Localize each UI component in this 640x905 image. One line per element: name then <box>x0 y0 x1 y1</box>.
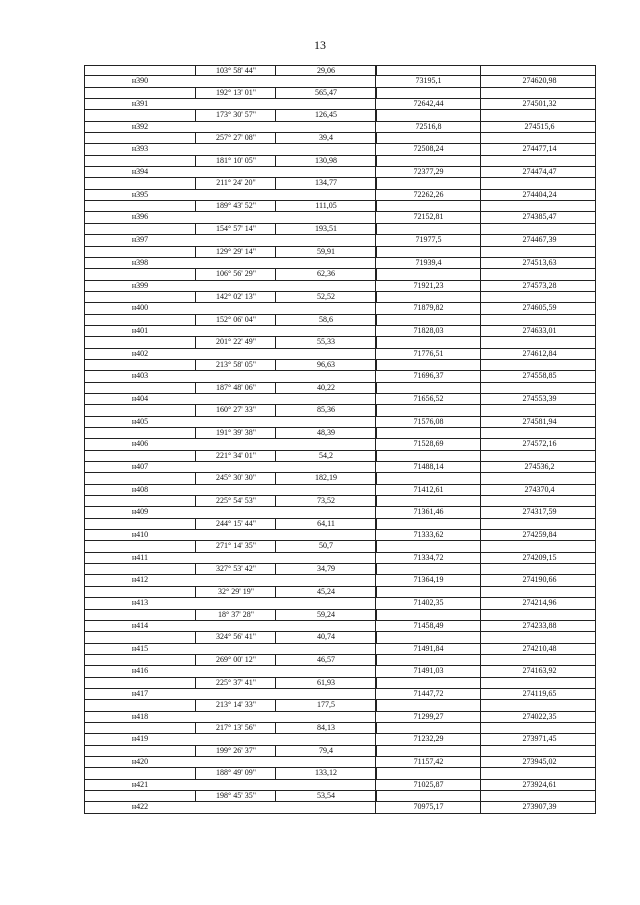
segment-length: 565,47 <box>275 88 377 98</box>
segment-angle: 269° 00' 12" <box>195 655 276 665</box>
segment-angle: 103° 58' 44" <box>195 66 276 75</box>
point-name: н399 <box>131 280 149 290</box>
point-name: н403 <box>131 371 149 381</box>
point-y: 274317,59 <box>480 507 598 517</box>
segment-length: 79,4 <box>275 746 377 756</box>
segment-length: 58,6 <box>275 315 377 325</box>
segment-row <box>84 201 596 212</box>
segment-length: 193,51 <box>275 224 377 234</box>
segment-row <box>84 292 596 303</box>
segment-length: 48,39 <box>275 428 377 438</box>
point-x: 71025,87 <box>375 780 481 790</box>
point-y: 274214,96 <box>480 598 598 608</box>
point-x: 70975,17 <box>375 802 481 812</box>
point-name: н419 <box>131 734 149 744</box>
point-y: 274385,47 <box>480 212 598 222</box>
segment-row <box>84 564 596 575</box>
segment-length: 130,98 <box>275 156 377 166</box>
point-y: 274022,35 <box>480 712 598 722</box>
segment-angle: 201° 22' 49" <box>195 337 276 347</box>
segment-length: 126,45 <box>275 110 377 120</box>
segment-angle: 221° 34' 01" <box>195 451 276 461</box>
point-row <box>84 417 596 428</box>
point-row <box>84 212 596 223</box>
segment-row <box>84 746 596 757</box>
point-row <box>84 485 596 496</box>
point-x: 71696,37 <box>375 371 481 381</box>
segment-angle: 191° 39' 38" <box>195 428 276 438</box>
point-name: н421 <box>131 779 149 789</box>
point-x: 71939,4 <box>375 258 481 268</box>
segment-length: 133,12 <box>275 768 377 778</box>
point-x: 71491,84 <box>375 644 481 654</box>
point-y: 274501,32 <box>480 99 598 109</box>
point-row <box>84 122 596 133</box>
page-number: 13 <box>314 38 326 52</box>
segment-row <box>84 133 596 144</box>
segment-angle: 217° 13' 56" <box>195 723 276 733</box>
segment-angle: 106° 56' 29" <box>195 269 276 279</box>
segment-row <box>84 723 596 734</box>
segment-row <box>84 587 596 598</box>
segment-length: 54,2 <box>275 451 377 461</box>
segment-length: 50,7 <box>275 541 377 551</box>
segment-row <box>84 178 596 189</box>
point-row <box>84 371 596 382</box>
point-x: 71576,08 <box>375 417 481 427</box>
point-row <box>84 76 596 87</box>
point-row <box>84 258 596 269</box>
segment-length: 61,93 <box>275 678 377 688</box>
point-y: 273907,39 <box>480 802 598 812</box>
segment-length: 46,57 <box>275 655 377 665</box>
point-x: 71828,03 <box>375 326 481 336</box>
point-row <box>84 235 596 246</box>
point-y: 274404,24 <box>480 190 598 200</box>
point-y: 274209,15 <box>480 553 598 563</box>
segment-length: 40,22 <box>275 383 377 393</box>
point-row <box>84 757 596 768</box>
point-y: 273945,02 <box>480 757 598 767</box>
segment-length: 52,52 <box>275 292 377 302</box>
segment-length: 84,13 <box>275 723 377 733</box>
point-row <box>84 530 596 541</box>
point-name: н397 <box>131 235 149 245</box>
point-row <box>84 802 596 813</box>
segment-row <box>84 428 596 439</box>
point-name: н413 <box>131 598 149 608</box>
point-name: н395 <box>131 189 149 199</box>
point-x: 72642,44 <box>375 99 481 109</box>
point-name: н417 <box>131 688 149 698</box>
point-name: н401 <box>131 325 149 335</box>
point-y: 274605,59 <box>480 303 598 313</box>
point-y: 274233,88 <box>480 621 598 631</box>
point-y: 274620,98 <box>480 76 598 86</box>
point-y: 274515,6 <box>480 122 598 132</box>
point-row <box>84 281 596 292</box>
point-row <box>84 462 596 473</box>
point-name: н420 <box>131 756 149 766</box>
point-x: 71361,46 <box>375 507 481 517</box>
point-y: 274536,2 <box>480 462 598 472</box>
point-row <box>84 689 596 700</box>
point-y: 274553,39 <box>480 394 598 404</box>
segment-row <box>84 519 596 530</box>
segment-angle: 189° 43' 52" <box>195 201 276 211</box>
segment-angle: 244° 15' 44" <box>195 519 276 529</box>
segment-length: 134,77 <box>275 178 377 188</box>
segment-angle: 18° 37' 28" <box>195 610 276 620</box>
point-row <box>84 167 596 178</box>
segment-angle: 199° 26' 37" <box>195 746 276 756</box>
point-row <box>84 190 596 201</box>
point-x: 71488,14 <box>375 462 481 472</box>
point-x: 71921,23 <box>375 281 481 291</box>
point-name: н402 <box>131 348 149 358</box>
point-y: 274467,39 <box>480 235 598 245</box>
segment-angle: 198° 45' 35" <box>195 791 276 801</box>
segment-length: 59,91 <box>275 247 377 257</box>
point-row <box>84 507 596 518</box>
segment-length: 96,63 <box>275 360 377 370</box>
point-x: 72262,26 <box>375 190 481 200</box>
segment-length: 39,4 <box>275 133 377 143</box>
point-y: 274119,65 <box>480 689 598 699</box>
point-x: 71879,82 <box>375 303 481 313</box>
point-x: 71402,35 <box>375 598 481 608</box>
segment-row <box>84 655 596 666</box>
point-x: 71656,52 <box>375 394 481 404</box>
point-row <box>84 666 596 677</box>
segment-angle: 213° 58' 05" <box>195 360 276 370</box>
point-row <box>84 712 596 723</box>
point-name: н422 <box>131 802 149 812</box>
point-x: 71458,49 <box>375 621 481 631</box>
point-row <box>84 644 596 655</box>
point-name: н400 <box>131 303 149 313</box>
point-name: н391 <box>131 99 149 109</box>
segment-row <box>84 315 596 326</box>
segment-angle: 257° 27' 08" <box>195 133 276 143</box>
point-name: н406 <box>131 439 149 449</box>
segment-length: 177,5 <box>275 700 377 710</box>
segment-length: 45,24 <box>275 587 377 597</box>
point-x: 71776,51 <box>375 349 481 359</box>
point-x: 71412,61 <box>375 485 481 495</box>
point-y: 274477,14 <box>480 144 598 154</box>
segment-row <box>84 496 596 507</box>
segment-row <box>84 88 596 99</box>
point-x: 71157,42 <box>375 757 481 767</box>
point-row <box>84 326 596 337</box>
segment-angle: 213° 14' 33" <box>195 700 276 710</box>
segment-row <box>84 632 596 643</box>
point-row <box>84 780 596 791</box>
point-name: н404 <box>131 393 149 403</box>
point-y: 274163,92 <box>480 666 598 676</box>
point-name: н405 <box>131 416 149 426</box>
point-y: 274572,16 <box>480 439 598 449</box>
segment-angle: 152° 06' 04" <box>195 315 276 325</box>
point-name: н418 <box>131 711 149 721</box>
segment-length: 111,05 <box>275 201 377 211</box>
point-row <box>84 621 596 632</box>
point-x: 71977,5 <box>375 235 481 245</box>
segment-row <box>84 383 596 394</box>
segment-length: 59,24 <box>275 610 377 620</box>
point-x: 73195,1 <box>375 76 481 86</box>
point-name: н394 <box>131 167 149 177</box>
segment-length: 55,33 <box>275 337 377 347</box>
segment-row <box>84 269 596 280</box>
point-row <box>84 144 596 155</box>
segment-row <box>84 541 596 552</box>
segment-angle: 324° 56' 41" <box>195 632 276 642</box>
point-y: 274513,63 <box>480 258 598 268</box>
point-name: н393 <box>131 144 149 154</box>
point-x: 72508,24 <box>375 144 481 154</box>
point-name: н411 <box>132 552 148 562</box>
segment-angle: 32° 29' 19" <box>195 587 276 597</box>
point-y: 274612,84 <box>480 349 598 359</box>
segment-length: 40,74 <box>275 632 377 642</box>
segment-length: 53,54 <box>275 791 377 801</box>
point-row <box>84 598 596 609</box>
point-name: н408 <box>131 484 149 494</box>
coordinate-table <box>84 65 596 814</box>
point-x: 71333,62 <box>375 530 481 540</box>
point-y: 273924,61 <box>480 780 598 790</box>
point-name: н392 <box>131 121 149 131</box>
point-x: 71334,72 <box>375 553 481 563</box>
segment-length: 85,36 <box>275 405 377 415</box>
segment-length: 62,36 <box>275 269 377 279</box>
point-row <box>84 439 596 450</box>
segment-angle: 271° 14' 35" <box>195 541 276 551</box>
segment-angle: 192° 13' 01" <box>195 88 276 98</box>
segment-row <box>84 791 596 802</box>
segment-row <box>84 360 596 371</box>
segment-row <box>84 337 596 348</box>
point-row <box>84 303 596 314</box>
segment-angle: 245° 30' 30" <box>195 473 276 483</box>
point-row <box>84 575 596 586</box>
segment-angle: 225° 37' 41" <box>195 678 276 688</box>
point-name: н410 <box>131 530 149 540</box>
segment-length: 182,19 <box>275 473 377 483</box>
segment-row <box>84 678 596 689</box>
point-y: 274633,01 <box>480 326 598 336</box>
point-y: 274259,84 <box>480 530 598 540</box>
segment-length: 64,11 <box>275 519 377 529</box>
point-row <box>84 734 596 745</box>
point-name: н407 <box>131 462 149 472</box>
segment-row <box>84 405 596 416</box>
segment-angle: 160° 27' 33" <box>195 405 276 415</box>
segment-row <box>84 110 596 121</box>
point-name: н412 <box>131 575 149 585</box>
point-name: н409 <box>131 507 149 517</box>
point-x: 71447,72 <box>375 689 481 699</box>
point-name: н415 <box>131 643 149 653</box>
point-x: 71528,69 <box>375 439 481 449</box>
segment-row <box>84 768 596 779</box>
segment-row <box>84 65 596 76</box>
point-y: 274558,85 <box>480 371 598 381</box>
point-name: н396 <box>131 212 149 222</box>
point-name: н398 <box>131 257 149 267</box>
segment-length: 29,06 <box>275 66 377 75</box>
segment-angle: 188° 49' 09" <box>195 768 276 778</box>
point-y: 274210,48 <box>480 644 598 654</box>
segment-angle: 142° 02' 13" <box>195 292 276 302</box>
point-row <box>84 349 596 360</box>
point-x: 71299,27 <box>375 712 481 722</box>
point-y: 274370,4 <box>480 485 598 495</box>
segment-row <box>84 156 596 167</box>
segment-angle: 187° 48' 06" <box>195 383 276 393</box>
segment-angle: 181° 10' 05" <box>195 156 276 166</box>
point-y: 273971,45 <box>480 734 598 744</box>
segment-angle: 225° 54' 53" <box>195 496 276 506</box>
segment-angle: 129° 29' 14" <box>195 247 276 257</box>
point-name: н414 <box>131 620 149 630</box>
point-name: н390 <box>131 76 149 86</box>
point-row <box>84 553 596 564</box>
segment-row <box>84 700 596 711</box>
point-x: 72152,81 <box>375 212 481 222</box>
point-y: 274581,94 <box>480 417 598 427</box>
segment-angle: 211° 24' 20" <box>195 178 276 188</box>
point-x: 72516,8 <box>375 122 481 132</box>
segment-row <box>84 247 596 258</box>
segment-length: 73,52 <box>275 496 377 506</box>
point-x: 71491,03 <box>375 666 481 676</box>
point-y: 274474,47 <box>480 167 598 177</box>
segment-angle: 327° 53' 42" <box>195 564 276 574</box>
point-row <box>84 99 596 110</box>
segment-angle: 173° 30' 57" <box>195 110 276 120</box>
point-x: 71364,19 <box>375 575 481 585</box>
segment-row <box>84 610 596 621</box>
point-y: 274190,66 <box>480 575 598 585</box>
point-name: н416 <box>131 666 149 676</box>
point-row <box>84 394 596 405</box>
segment-row <box>84 473 596 484</box>
point-x: 71232,29 <box>375 734 481 744</box>
segment-row <box>84 451 596 462</box>
segment-row <box>84 224 596 235</box>
segment-length: 34,79 <box>275 564 377 574</box>
point-x: 72377,29 <box>375 167 481 177</box>
point-y: 274573,28 <box>480 281 598 291</box>
segment-angle: 154° 57' 14" <box>195 224 276 234</box>
